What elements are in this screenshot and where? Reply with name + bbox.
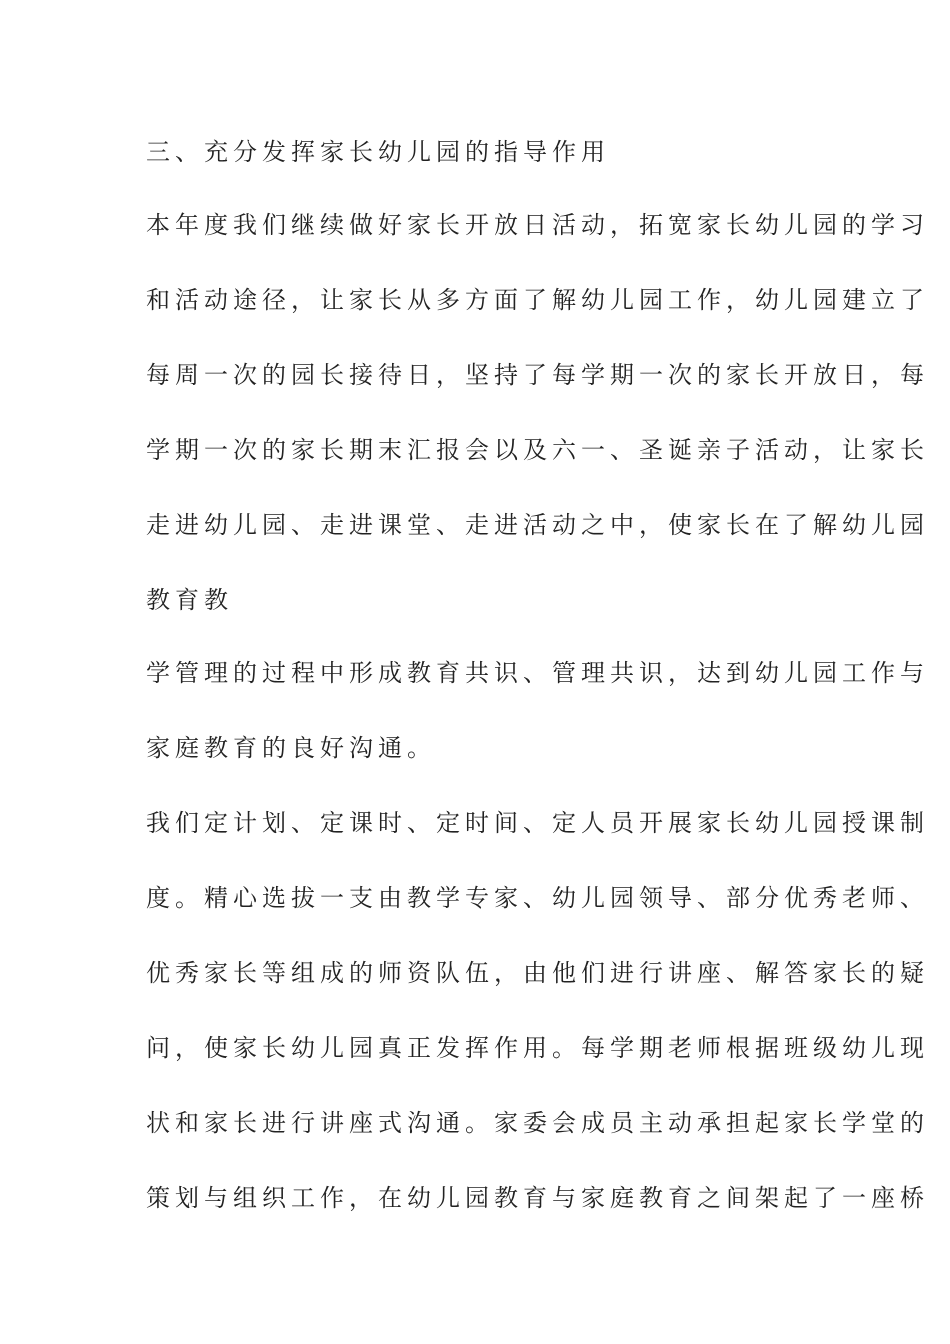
text-line: 我们定计划、定课时、定时间、定人员开展家长幼儿园授课制: [146, 809, 929, 837]
text-line: 学管理的过程中形成教育共识、管理共识，达到幼儿园工作与: [146, 659, 929, 687]
text-line: 家庭教育的良好沟通。: [146, 734, 436, 762]
text-line: 走进幼儿园、走进课堂、走进活动之中，使家长在了解幼儿园: [146, 511, 929, 539]
section-heading: 三、充分发挥家长幼儿园的指导作用: [146, 138, 610, 166]
text-line: 策划与组织工作，在幼儿园教育与家庭教育之间架起了一座桥: [146, 1184, 929, 1212]
text-line: 教育教: [146, 586, 233, 614]
text-line: 度。精心选拔一支由教学专家、幼儿园领导、部分优秀老师、: [146, 884, 929, 912]
text-line: 每周一次的园长接待日，坚持了每学期一次的家长开放日，每: [146, 361, 929, 389]
text-line: 优秀家长等组成的师资队伍，由他们进行讲座、解答家长的疑: [146, 959, 929, 987]
text-line: 状和家长进行讲座式沟通。家委会成员主动承担起家长学堂的: [146, 1109, 929, 1137]
text-line: 问，使家长幼儿园真正发挥作用。每学期老师根据班级幼儿现: [146, 1034, 929, 1062]
text-line: 本年度我们继续做好家长开放日活动，拓宽家长幼儿园的学习: [146, 211, 929, 239]
text-line: 学期一次的家长期末汇报会以及六一、圣诞亲子活动，让家长: [146, 436, 929, 464]
text-line: 和活动途径，让家长从多方面了解幼儿园工作，幼儿园建立了: [146, 286, 929, 314]
